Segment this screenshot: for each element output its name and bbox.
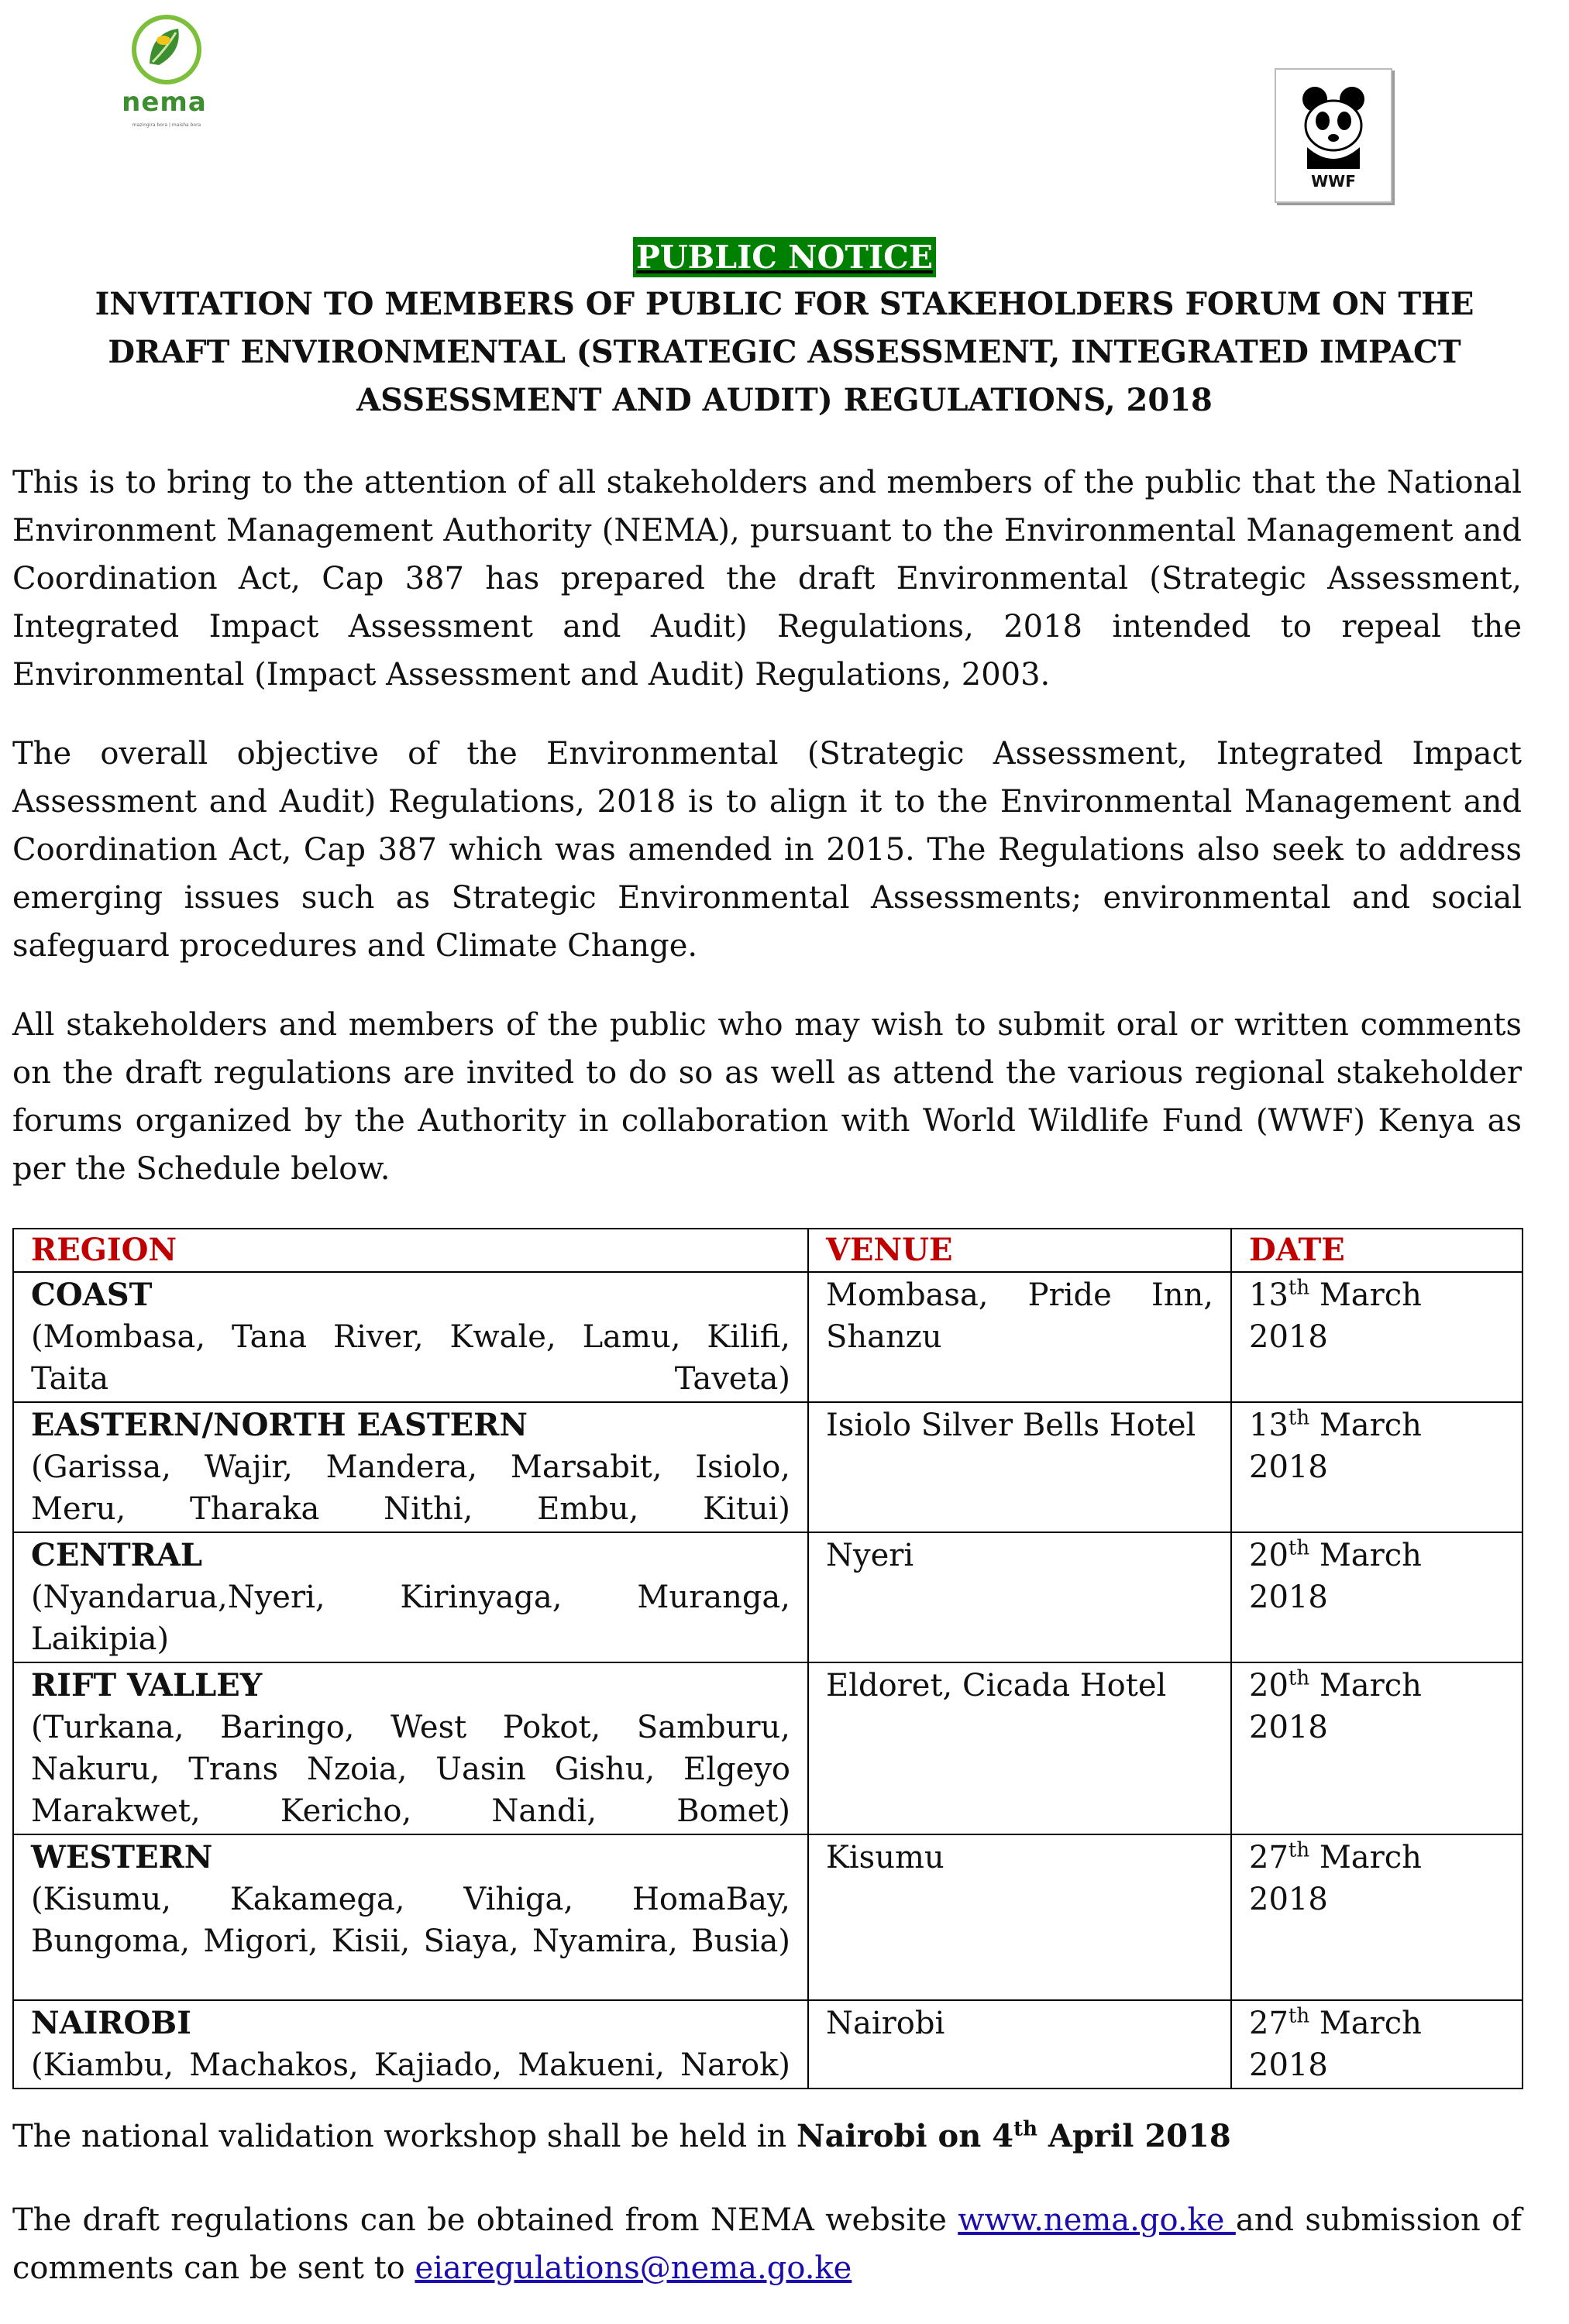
date-day: 20 (1249, 1538, 1289, 1573)
venue-cell (808, 1834, 1231, 2000)
headline-line-2: DRAFT ENVIRONMENTAL (STRATEGIC ASSESSMENT, INTEGRATED IMPACT (108, 334, 1461, 370)
panda-icon (1276, 70, 1391, 170)
nema-wordmark: nema (122, 87, 207, 118)
table-header-row (13, 1229, 1523, 1272)
date-cell (1231, 1272, 1523, 1402)
date-cell (1231, 1834, 1523, 2000)
obtain-middle: and submission of comments can be sent to (12, 2202, 1522, 2286)
venue-text: Nairobi (826, 2006, 945, 2041)
date-day: 20 (1249, 1668, 1289, 1703)
headline-line-1: INVITATION TO MEMBERS OF PUBLIC FOR STAKEHOLDERS FORUM ON THE (95, 286, 1474, 322)
nema-leaf-icon (105, 9, 229, 95)
date-cell (1231, 1662, 1523, 1834)
region-name: CENTRAL (31, 1537, 203, 1573)
table-row (13, 1272, 1523, 1402)
date-cell (1231, 1532, 1523, 1662)
email-link[interactable]: eiaregulations@nema.go.ke (415, 2250, 852, 2286)
date-suffix: th (1288, 1406, 1310, 1430)
date-day: 27 (1249, 1840, 1289, 1875)
date-suffix: th (1288, 1276, 1310, 1300)
date-month: March 2018 (1249, 1408, 1422, 1485)
validation-prefix: The national validation workshop shall be held in (12, 2119, 797, 2154)
date-suffix: th (1288, 2004, 1310, 2028)
date-month: March 2018 (1249, 1277, 1422, 1355)
region-cell (13, 2000, 808, 2089)
date-month: March 2018 (1249, 1840, 1422, 1917)
validation-note (12, 2113, 1522, 2161)
region-counties: (Kisumu, Kakamega, Vihiga, HomaBay, Bungoma, Migori, Kisii, Siaya, Nyamira, Busia) (31, 1882, 790, 1959)
venue-cell (808, 1272, 1231, 1402)
venue-text: Isiolo Silver Bells Hotel (826, 1408, 1196, 1443)
objective-paragraph: The overall objective of the Environmental (Strategic Assessment, Integrated Impact Assessment and Audit) Regulations, 2018 is to align it to the Environmental Management and Coordination Act, Cap 387 which was amended in 2015. The Regulations also seek to address emerging issues such as Strategic Environmental Assessments; environmental and social safeguard procedures and Climate Change. (12, 736, 1522, 964)
region-counties: (Mombasa, Tana River, Kwale, Lamu, Kilifi, Taita Taveta) (31, 1319, 790, 1397)
intro-paragraph: This is to bring to the attention of all stakeholders and members of the public that the National Environment Management Authority (NEMA), pursuant to the Environmental Management and Coordination Act, Cap 387 has prepared the draft Environmental (Strategic Assessment, Integrated Impact Assessment and Audit) Regulations, 2018 intended to repeal the Environmental (Impact Assessment and Audit) Regulations, 2003. (12, 465, 1522, 693)
nema-tagline: mazingira bora | maisha bora (132, 122, 201, 128)
region-name: RIFT VALLEY (31, 1667, 263, 1703)
venue-cell (808, 1402, 1231, 1532)
venue-text: Eldoret, Cicada Hotel (826, 1668, 1167, 1703)
region-name: EASTERN/NORTH EASTERN (31, 1407, 528, 1443)
wwf-wordmark: WWF (1311, 172, 1356, 191)
region-counties: (Nyandarua,Nyeri, Kirinyaga, Muranga, Laikipia) (31, 1580, 790, 1657)
table-row (13, 1834, 1523, 2000)
date-month: March 2018 (1249, 1668, 1422, 1745)
notice-headline (46, 280, 1523, 425)
schedule-table (12, 1228, 1523, 2089)
region-counties: (Kiambu, Machakos, Kajiado, Makueni, Narok) (31, 2047, 790, 2083)
date-suffix: th (1288, 1838, 1310, 1862)
headline-line-3: ASSESSMENT AND AUDIT) REGULATIONS, 2018 (356, 382, 1213, 418)
obtain-note (12, 2196, 1522, 2292)
public-notice-label: PUBLIC NOTICE (633, 237, 936, 277)
header-date: DATE (1231, 1229, 1523, 1272)
region-counties: (Turkana, Baringo, West Pokot, Samburu, Nakuru, Trans Nzoia, Uasin Gishu, Elgeyo Marakwet, Kericho, Nandi, Bomet) (31, 1710, 790, 1829)
date-suffix: th (1288, 1666, 1310, 1690)
region-cell (13, 1662, 808, 1834)
nema-website-link[interactable]: www.nema.go.ke (958, 2202, 1236, 2238)
region-name: COAST (31, 1277, 153, 1313)
obtain-prefix: The draft regulations can be obtained from NEMA website (12, 2202, 958, 2238)
date-cell (1231, 1402, 1523, 1532)
region-cell (13, 1532, 808, 1662)
validation-suffix: th (1013, 2117, 1037, 2141)
date-day: 27 (1249, 2006, 1289, 2041)
date-month: March 2018 (1249, 1538, 1422, 1615)
validation-place: Nairobi on 4 (797, 2118, 1014, 2154)
validation-date: April 2018 (1037, 2118, 1231, 2154)
table-row (13, 1402, 1523, 1532)
venue-cell (808, 1662, 1231, 1834)
region-cell (13, 1402, 808, 1532)
date-cell (1231, 2000, 1523, 2089)
region-name: WESTERN (31, 1839, 213, 1875)
date-suffix: th (1288, 1536, 1310, 1560)
venue-text: Mombasa, Pride Inn, Shanzu (826, 1277, 1213, 1355)
invitation-paragraph: All stakeholders and members of the public who may wish to submit oral or written comments on the draft regulations are invited to do so as well as attend the various regional stakeholder forums organized by the Authority in collaboration with World Wildlife Fund (WWF) Kenya as per the Schedule below. (12, 1007, 1522, 1187)
date-day: 13 (1249, 1408, 1289, 1443)
date-day: 13 (1249, 1277, 1289, 1313)
venue-text: Nyeri (826, 1538, 914, 1573)
date-month: March 2018 (1249, 2006, 1422, 2083)
header-venue: VENUE (808, 1229, 1231, 1272)
region-cell (13, 1834, 808, 2000)
wwf-logo (1275, 68, 1392, 203)
public-notice-banner (0, 239, 1569, 276)
region-name: NAIROBI (31, 2005, 191, 2041)
region-counties: (Garissa, Wajir, Mandera, Marsabit, Isiolo, Meru, Tharaka Nithi, Embu, Kitui) (31, 1449, 790, 1527)
region-cell (13, 1272, 808, 1402)
venue-text: Kisumu (826, 1840, 944, 1875)
venue-cell (808, 1532, 1231, 1662)
table-row (13, 1662, 1523, 1834)
header-region: REGION (13, 1229, 808, 1272)
table-row (13, 1532, 1523, 1662)
table-row (13, 2000, 1523, 2089)
venue-cell (808, 2000, 1231, 2089)
